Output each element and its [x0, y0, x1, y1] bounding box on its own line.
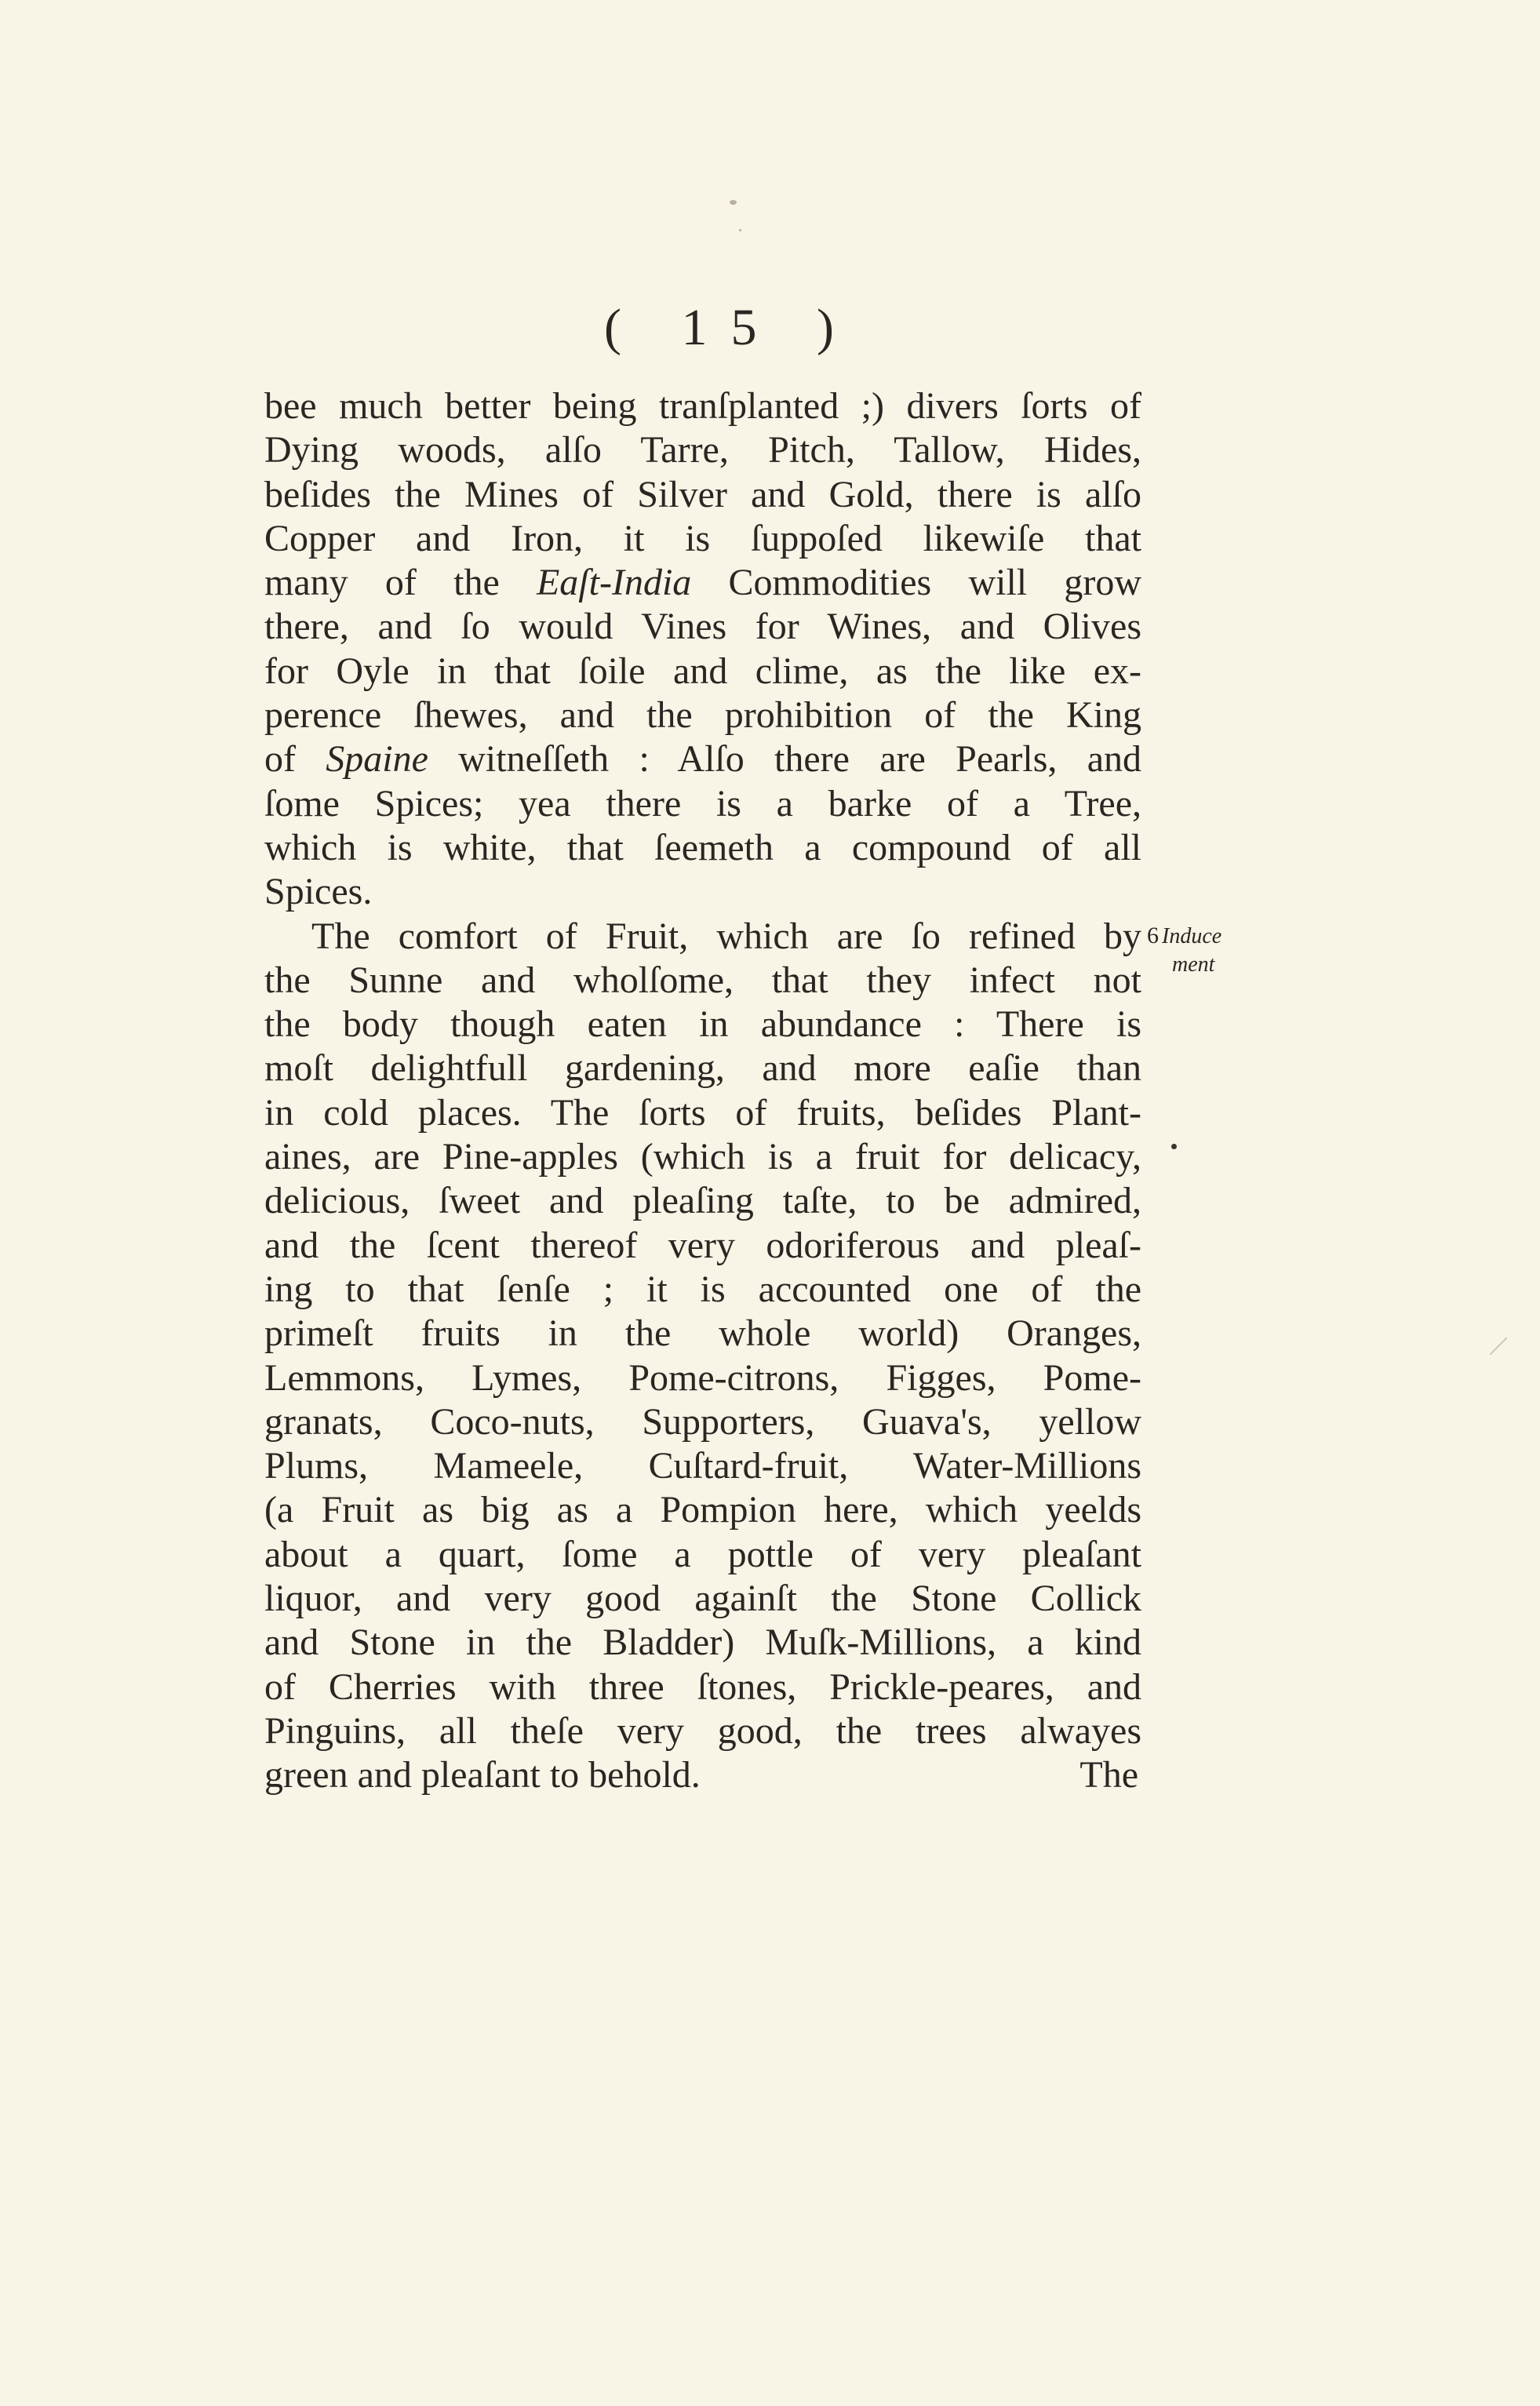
ink-speck — [739, 229, 741, 231]
text-line: Plums, Mameele, Cuſtard-fruit, Water-Millions — [264, 1445, 1141, 1487]
text-line: the Sunne and wholſome, that they infect not — [264, 959, 1141, 1001]
text-line: primeſt fruits in the whole world) Oranges, — [264, 1312, 1141, 1355]
text-line: Dying woods, alſo Tarre, Pitch, Tallow, Hides, — [264, 429, 1141, 471]
body-text — [264, 384, 1141, 1798]
text-fragment: of — [264, 738, 326, 781]
text-line: delicious, ſweet and pleaſing taſte, to be admired, — [264, 1180, 1141, 1222]
text-line: in cold places. The ſorts of fruits, beſides Plant- — [264, 1091, 1141, 1134]
ink-speck — [730, 200, 737, 205]
text-line: bee much better being tranſplanted ;) divers ſorts of — [264, 385, 1141, 427]
text-line: the body though eaten in abundance : There is — [264, 1003, 1141, 1046]
text-line: ing to that ſenſe ; it is accounted one of the — [264, 1268, 1141, 1310]
text-line: Pinguins, all theſe very good, the trees alwayes — [264, 1709, 1141, 1752]
text-line: aines, are Pine-apples (which is a fruit for delicacy, — [264, 1136, 1141, 1178]
text-line: beſides the Mines of Silver and Gold, there is alſo — [264, 473, 1141, 515]
catchword: The — [1079, 1754, 1138, 1796]
text-line: liquor, and very good againſt the Stone Collick — [264, 1578, 1141, 1620]
text-fragment: many of the — [264, 562, 537, 604]
text-line: ſome Spices; yea there is a barke of a Tree, — [264, 782, 1141, 824]
margin-note-line: ment — [1172, 952, 1215, 977]
italic-place-name: Eaſt-India — [536, 562, 692, 604]
text-line: Spices. — [264, 871, 373, 913]
text-line: for Oyle in that ſoile and clime, as the like ex- — [264, 650, 1141, 692]
text-line: Lemmons, Lymes, Pome-citrons, Figges, Pome- — [264, 1356, 1141, 1399]
italic-place-name: Spaine — [326, 738, 428, 781]
ink-dot — [1171, 1144, 1177, 1149]
margin-note — [1147, 922, 1221, 979]
margin-note-number: 6 — [1147, 923, 1159, 948]
margin-note-line: Induce — [1162, 924, 1222, 948]
text-line: Copper and Iron, it is ſuppoſed likewiſe that — [264, 517, 1141, 559]
text-line: about a quart, ſome a pottle of very pleaſant — [264, 1533, 1141, 1575]
text-line: and Stone in the Bladder) Muſk-Millions, a kind — [264, 1622, 1141, 1664]
text-line-with-italic — [264, 737, 1141, 781]
text-fragment: witneſſeth : Alſo there are Pearls, and — [428, 738, 1141, 781]
text-line-with-italic — [264, 561, 1141, 605]
text-line: green and pleaſant to behold. — [264, 1754, 701, 1796]
page-number: ( 15 ) — [604, 299, 857, 356]
text-line: and the ſcent thereof very odoriferous and pleaſ- — [264, 1224, 1141, 1266]
text-line: perence ſhewes, and the prohibition of the King — [264, 694, 1141, 737]
text-line: granats, Coco-nuts, Supporters, Guava's, yellow — [264, 1400, 1141, 1443]
text-line: moſt delightfull gardening, and more eaſie than — [264, 1047, 1141, 1090]
text-line: (a Fruit as big as a Pompion here, which yeelds — [264, 1489, 1141, 1531]
paragraph-first-line: The comfort of Fruit, which are ſo refined by — [311, 915, 1141, 957]
text-line: of Cherries with three ſtones, Prickle-peares, and — [264, 1665, 1141, 1708]
text-fragment: Commodities will grow — [691, 562, 1141, 604]
text-line: there, and ſo would Vines for Wines, and Olives — [264, 606, 1141, 648]
text-line: which is white, that ſeemeth a compound of all — [264, 826, 1141, 868]
final-line — [264, 1753, 1141, 1797]
paper-mark — [1490, 1338, 1508, 1356]
